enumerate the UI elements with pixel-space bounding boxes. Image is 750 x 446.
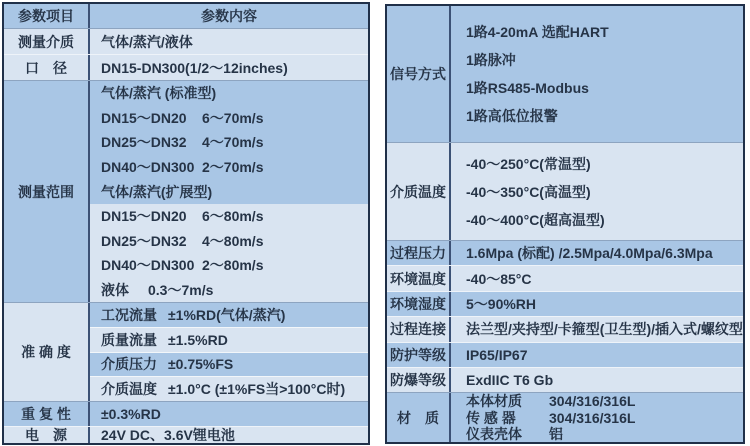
material-value: 铝 (549, 425, 563, 442)
range-row (90, 204, 368, 229)
left-spec-table (2, 2, 370, 445)
ambient-humidity-label: 环境湿度 (387, 292, 451, 316)
section-accuracy (4, 302, 368, 401)
range-liquid-label: 液体 (101, 281, 129, 298)
process-connection-value: 法兰型/夹持型/卡箍型(卫生型)/插入式/螺纹型 (451, 317, 743, 341)
ambient-temperature-label: 环境温度 (387, 266, 451, 290)
signal-line-current: 1路4-20mA 选配HART (466, 24, 609, 40)
range-row (90, 155, 368, 180)
accuracy-item: 工况流量 (101, 306, 157, 323)
medium-temp-high: -40～350°C(高温型) (466, 183, 591, 200)
section-diameter (4, 54, 368, 80)
medium-temperature-lines (451, 143, 743, 240)
material-item: 仪表壳体 (466, 425, 522, 442)
power-supply-label: 电 源 (4, 427, 90, 443)
section-power-supply (4, 426, 368, 443)
range-speed: 4～80m/s (202, 232, 264, 249)
range-row (90, 228, 368, 253)
accuracy-label: 准 确 度 (4, 303, 90, 401)
range-speed: 2～70m/s (202, 158, 264, 175)
range-speed: 6～80m/s (202, 208, 264, 225)
accuracy-item: 质量流量 (101, 331, 157, 348)
section-protection-rating (387, 342, 743, 367)
range-dn: DN25～DN32 (101, 232, 187, 249)
header-param-item-cell: 参数项目 (4, 4, 90, 28)
section-process-connection (387, 316, 743, 341)
section-measuring-range (4, 80, 368, 302)
measuring-medium-label: 测量介质 (4, 29, 90, 54)
power-supply-value: 24V DC、3.6V锂电池 (90, 427, 368, 443)
accuracy-value: ±1.5%RD (168, 331, 228, 348)
range-row (90, 130, 368, 155)
left-table-header-row (4, 4, 368, 28)
section-ambient-humidity (387, 291, 743, 316)
accuracy-item: 介质压力 (101, 356, 157, 373)
accuracy-row (90, 303, 368, 327)
signal-mode-label: 信号方式 (387, 6, 451, 142)
range-row (90, 106, 368, 131)
section-material (387, 392, 743, 442)
range-row-gas-standard: 气体/蒸汽 (标准型) (90, 81, 368, 106)
medium-temp-ultra: -40～400°C(超高温型) (466, 211, 605, 228)
explosion-proof-value: ExdIIC T6 Gb (451, 368, 743, 392)
process-pressure-label: 过程压力 (387, 241, 451, 265)
material-label: 材 质 (387, 393, 451, 442)
range-speed: 0.3～7m/s (148, 281, 214, 298)
range-row (90, 253, 368, 278)
range-speed: 4～70m/s (202, 134, 264, 151)
section-medium-temperature (387, 142, 743, 240)
range-speed: 6～70m/s (202, 109, 264, 126)
process-pressure-value: 1.6Mpa (标配) /2.5Mpa/4.0Mpa/6.3Mpa (451, 241, 743, 265)
signal-line-alarm: 1路高低位报警 (466, 108, 558, 124)
measuring-medium-value: 气体/蒸汽/液体 (90, 29, 368, 54)
accuracy-item: 介质温度 (101, 381, 157, 398)
diameter-label: 口 径 (4, 55, 90, 80)
protection-rating-label: 防护等级 (387, 343, 451, 367)
material-item: 传 感 器 (466, 409, 516, 426)
section-repeatability (4, 401, 368, 426)
measuring-range-label: 测量范围 (4, 81, 90, 302)
range-row-gas-extended: 气体/蒸汽(扩展型) (90, 179, 368, 204)
medium-temperature-label: 介质温度 (387, 143, 451, 240)
accuracy-row (90, 327, 368, 352)
accuracy-row (90, 376, 368, 401)
range-dn: DN15～DN20 (101, 109, 187, 126)
range-speed: 2～80m/s (202, 257, 264, 274)
section-signal-mode (387, 6, 743, 142)
signal-line-pulse: 1路脉冲 (466, 52, 516, 68)
protection-rating-value: IP65/IP67 (451, 343, 743, 367)
header-param-content-cell: 参数内容 (201, 8, 257, 24)
right-spec-table (385, 4, 745, 444)
ambient-temperature-value: -40～85°C (451, 266, 743, 290)
process-connection-label: 过程连接 (387, 317, 451, 341)
accuracy-row (90, 352, 368, 377)
range-dn: DN15～DN20 (101, 208, 187, 225)
material-value: 304/316/316L (549, 393, 636, 410)
signal-line-rs485: 1路RS485-Modbus (466, 80, 589, 96)
range-dn: DN40～DN300 (101, 257, 195, 274)
range-dn: DN25～DN32 (101, 134, 187, 151)
accuracy-value: ±0.75%FS (168, 356, 234, 373)
section-ambient-temperature (387, 265, 743, 290)
section-explosion-proof-rating (387, 367, 743, 392)
material-value: 304/316/316L (549, 409, 636, 426)
range-row-liquid (90, 278, 368, 303)
accuracy-value: ±1%RD(气体/蒸汽) (168, 306, 286, 323)
explosion-proof-label: 防爆等级 (387, 368, 451, 392)
section-measuring-medium (4, 28, 368, 54)
repeatability-value: ±0.3%RD (90, 402, 368, 426)
material-item: 本体材质 (466, 393, 522, 410)
repeatability-label: 重 复 性 (4, 402, 90, 426)
ambient-humidity-value: 5～90%RH (451, 292, 743, 316)
accuracy-value: ±1.0°C (±1%FS当>100°C时) (168, 381, 346, 398)
section-process-pressure (387, 240, 743, 265)
material-row-housing (451, 426, 743, 442)
signal-mode-lines (451, 6, 743, 142)
range-dn: DN40～DN300 (101, 158, 195, 175)
medium-temp-normal: -40～250°C(常温型) (466, 155, 591, 172)
diameter-value: DN15-DN300(1/2～12inches) (90, 55, 368, 80)
